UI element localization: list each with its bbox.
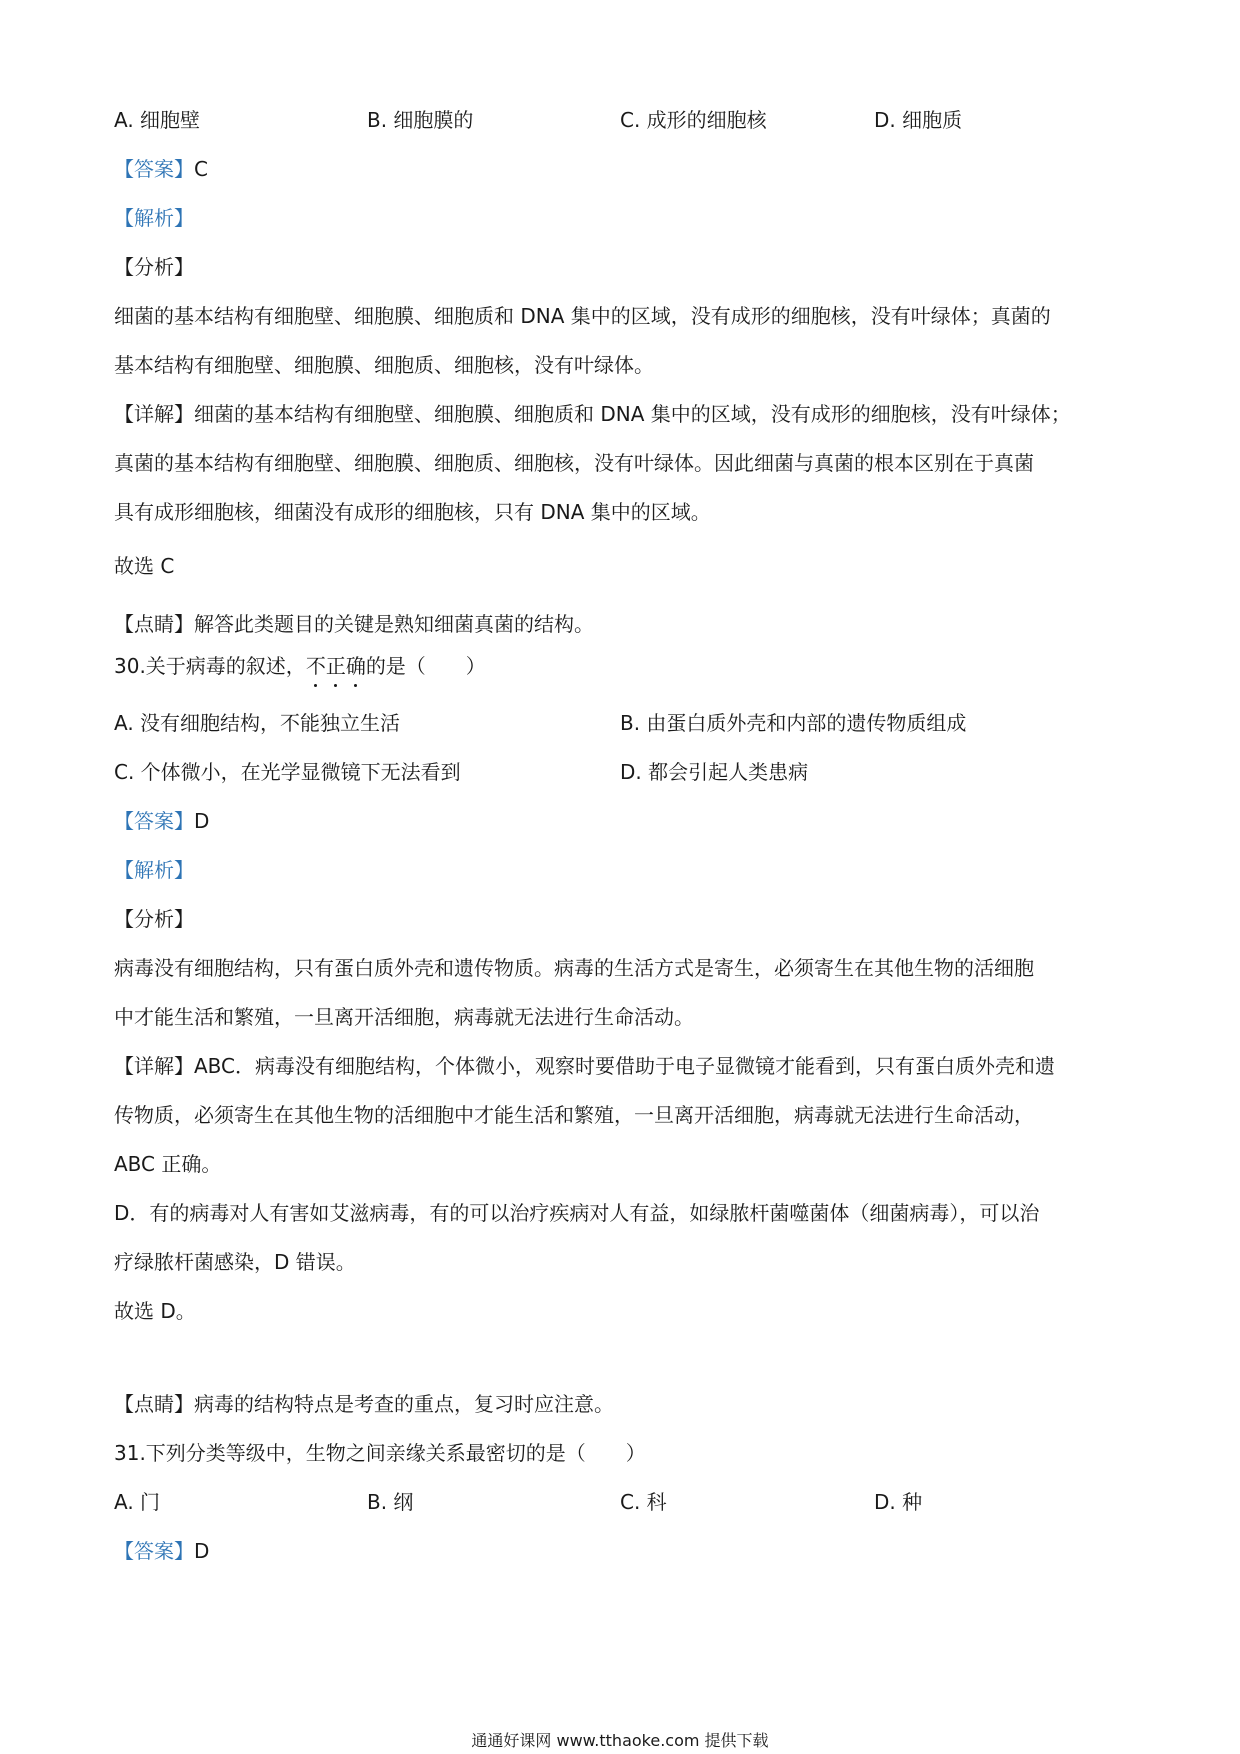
q29-fenxi-line-2: 基本结构有细胞壁、细胞膜、细胞质、细胞核，没有叶绿体。 bbox=[114, 353, 654, 377]
q31-option-b: B. 纲 bbox=[367, 1490, 414, 1514]
q29-fenxi-line-1: 细菌的基本结构有细胞壁、细胞膜、细胞质和 DNA 集中的区域，没有成形的细胞核，没有叶绿体；真菌的 bbox=[114, 304, 1051, 328]
q30-dianjing: 【点睛】病毒的结构特点是考查的重点，复习时应注意。 bbox=[114, 1392, 614, 1416]
q29-option-c: C. 成形的细胞核 bbox=[620, 108, 767, 132]
q31-option-d: D. 种 bbox=[874, 1490, 923, 1514]
q30-fenxi-tag: 【分析】 bbox=[114, 907, 194, 931]
q29-option-d: D. 细胞质 bbox=[874, 108, 963, 132]
q30-detail-line-3: ABC 正确。 bbox=[114, 1152, 222, 1176]
q30-stem bbox=[114, 652, 486, 680]
page-footer: 通通好课网 www.tthaoke.com 提供下载 bbox=[471, 1731, 769, 1750]
q29-answer bbox=[114, 155, 208, 183]
emphasis-char: 确 bbox=[345, 654, 366, 678]
q30-stem-pre: 30.关于病毒的叙述， bbox=[114, 654, 306, 678]
q29-detail-line-2: 真菌的基本结构有细胞壁、细胞膜、细胞质、细胞核，没有叶绿体。因此细菌与真菌的根本区别在于真菌 bbox=[114, 451, 1034, 475]
q29-choose: 故选 C bbox=[114, 554, 175, 578]
q30-detail-line-1: 【详解】ABC．病毒没有细胞结构，个体微小，观察时要借助于电子显微镜才能看到，只有蛋白质外壳和遗 bbox=[114, 1054, 1056, 1078]
answer-tag: 【答案】 bbox=[114, 157, 194, 181]
q30-detail-line-2: 传物质，必须寄生在其他生物的活细胞中才能生活和繁殖，一旦离开活细胞，病毒就无法进行生命活动， bbox=[114, 1103, 1034, 1127]
q29-fenxi-tag: 【分析】 bbox=[114, 255, 194, 279]
q30-option-c: C. 个体微小，在光学显微镜下无法看到 bbox=[114, 760, 461, 784]
answer-tag: 【答案】 bbox=[114, 1539, 194, 1563]
answer-tag: 【答案】 bbox=[114, 809, 194, 833]
q31-stem: 31.下列分类等级中，生物之间亲缘关系最密切的是（ ） bbox=[114, 1441, 646, 1465]
q30-fenxi-line-2: 中才能生活和繁殖，一旦离开活细胞，病毒就无法进行生命活动。 bbox=[114, 1005, 694, 1029]
q30-detail-line-4: D．有的病毒对人有害如艾滋病毒，有的可以治疗疾病对人有益，如绿脓杆菌噬菌体（细菌病毒），可以治 bbox=[114, 1201, 1040, 1225]
answer-value: C bbox=[194, 157, 208, 181]
q30-option-b: B. 由蛋白质外壳和内部的遗传物质组成 bbox=[620, 711, 967, 735]
q29-dianjing: 【点睛】解答此类题目的关键是熟知细菌真菌的结构。 bbox=[114, 612, 594, 636]
emphasis-char: 正 bbox=[325, 654, 346, 678]
q30-detail-line-5: 疗绿脓杆菌感染，D 错误。 bbox=[114, 1250, 356, 1274]
emphasis-char: 不 bbox=[305, 654, 326, 678]
q29-analysis-tag: 【解析】 bbox=[114, 206, 194, 230]
q30-stem-post: 的是（ ） bbox=[365, 654, 486, 678]
q30-option-d: D. 都会引起人类患病 bbox=[620, 760, 809, 784]
answer-value: D bbox=[194, 809, 210, 833]
q30-fenxi-line-1: 病毒没有细胞结构，只有蛋白质外壳和遗传物质。病毒的生活方式是寄生，必须寄生在其他生物的活细胞 bbox=[114, 956, 1034, 980]
q30-option-a: A. 没有细胞结构，不能独立生活 bbox=[114, 711, 401, 735]
q31-option-c: C. 科 bbox=[620, 1490, 667, 1514]
q31-answer bbox=[114, 1537, 209, 1565]
q29-detail-line-1: 【详解】细菌的基本结构有细胞壁、细胞膜、细胞质和 DNA 集中的区域，没有成形的细胞核，没有叶绿体； bbox=[114, 402, 1071, 426]
q29-option-b: B. 细胞膜的 bbox=[367, 108, 474, 132]
answer-value: D bbox=[194, 1539, 210, 1563]
q31-option-a: A. 门 bbox=[114, 1490, 161, 1514]
q30-answer bbox=[114, 807, 209, 835]
q29-detail-line-3: 具有成形细胞核，细菌没有成形的细胞核，只有 DNA 集中的区域。 bbox=[114, 500, 711, 524]
q29-option-a: A. 细胞壁 bbox=[114, 108, 201, 132]
q30-choose: 故选 D。 bbox=[114, 1299, 196, 1323]
q30-analysis-tag: 【解析】 bbox=[114, 858, 194, 882]
